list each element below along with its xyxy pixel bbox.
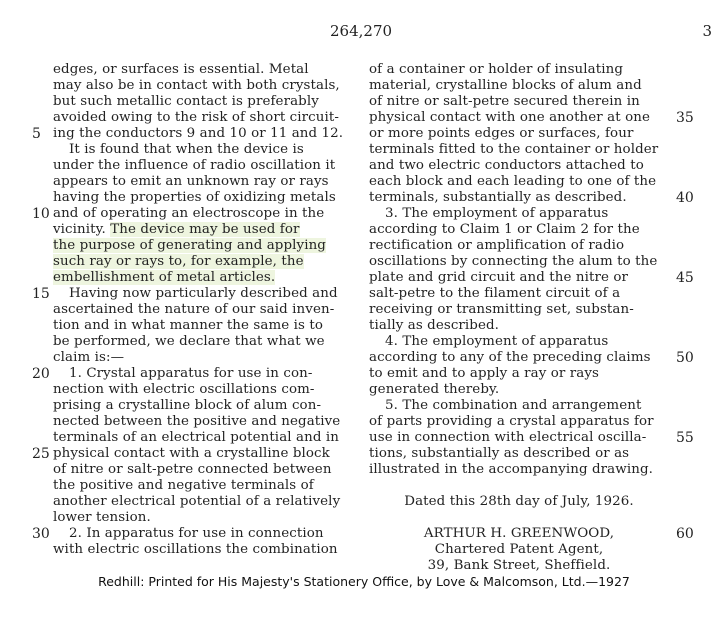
text-line: under the influence of radio oscillation it bbox=[53, 158, 336, 173]
text-line: illustrated in the accompanying drawing. bbox=[369, 462, 653, 477]
text-line: may also be in contact with both crystals, bbox=[53, 78, 340, 93]
text-line: edges, or surfaces is essential. Metal bbox=[53, 62, 309, 77]
text-line: oscillations by connecting the alum to the bbox=[369, 254, 658, 269]
patent-number: 264,270 bbox=[330, 22, 393, 40]
highlighted-text: the purpose of generating and applying bbox=[53, 238, 326, 253]
right-column bbox=[369, 62, 669, 574]
line-number: 40 bbox=[676, 190, 694, 206]
text-line: generated thereby. bbox=[369, 382, 500, 397]
text-line: terminals of an electrical potential and in bbox=[53, 430, 339, 445]
text-line bbox=[53, 238, 353, 254]
text-line: claim is:— bbox=[53, 350, 125, 365]
text-line: material, crystalline blocks of alum and bbox=[369, 78, 642, 93]
line-number: 60 bbox=[676, 526, 694, 542]
line-number: 5 bbox=[32, 126, 41, 142]
text-line: tially as described. bbox=[369, 318, 500, 333]
printer-footer: Redhill: Printed for His Majesty's Stationery Office, by Love & Malcomson, Ltd.—1927 bbox=[98, 574, 630, 589]
text-line bbox=[53, 270, 353, 286]
signature-address: 39, Bank Street, Sheffield. bbox=[427, 558, 611, 573]
text-line: lower tension. bbox=[53, 510, 151, 525]
text-line: the positive and negative terminals of bbox=[53, 478, 314, 493]
text-line: each block and each leading to one of the bbox=[369, 174, 657, 189]
text-line: or more points edges or surfaces, four bbox=[369, 126, 634, 141]
text-line: 1. Crystal apparatus for use in con- bbox=[69, 366, 313, 381]
text-line: nection with electric oscillations com- bbox=[53, 382, 315, 397]
spacer bbox=[369, 510, 669, 526]
spacer bbox=[369, 478, 669, 494]
text-line: appears to emit an unknown ray or rays bbox=[53, 174, 329, 189]
left-column bbox=[53, 62, 353, 558]
text-line: of nitre or salt-petre secured therein in bbox=[369, 94, 640, 109]
line-number: 50 bbox=[676, 350, 694, 366]
line-number: 55 bbox=[676, 430, 694, 446]
line-number: 25 bbox=[32, 446, 50, 462]
text-line: rectification or amplification of radio bbox=[369, 238, 625, 253]
text-line: be performed, we declare that what we bbox=[53, 334, 325, 349]
text-line: according to Claim 1 or Claim 2 for the bbox=[369, 222, 640, 237]
text-line: tions, substantially as described or as bbox=[369, 446, 630, 461]
text-line: according to any of the preceding claims bbox=[369, 350, 651, 365]
text-line: receiving or transmitting set, substan- bbox=[369, 302, 634, 317]
text-line: but such metallic contact is preferably bbox=[53, 94, 319, 109]
text-line: ascertained the nature of our said inven- bbox=[53, 302, 335, 317]
text-line: 4. The employment of apparatus bbox=[385, 334, 609, 349]
text-line bbox=[53, 254, 353, 270]
page-number: 3 bbox=[702, 22, 712, 40]
text-line: having the properties of oxidizing metals bbox=[53, 190, 336, 205]
text-line: physical contact with a crystalline block bbox=[53, 446, 330, 461]
dated-line: Dated this 28th day of July, 1926. bbox=[404, 494, 634, 509]
text-line: with electric oscillations the combination bbox=[53, 542, 338, 557]
signature-name: ARTHUR H. GREENWOOD, bbox=[423, 526, 615, 541]
text-line: another electrical potential of a relatively bbox=[53, 494, 341, 509]
text-line: salt-petre to the filament circuit of a bbox=[369, 286, 621, 301]
text-line: physical contact with one another at one bbox=[369, 110, 650, 125]
highlighted-text: The device may be used for bbox=[110, 222, 300, 237]
text-line: plate and grid circuit and the nitre or bbox=[369, 270, 629, 285]
line-number: 10 bbox=[32, 206, 50, 222]
highlighted-text: embellishment of metal articles. bbox=[53, 270, 276, 285]
line-number: 35 bbox=[676, 110, 694, 126]
highlighted-text: such ray or rays to, for example, the bbox=[53, 254, 304, 269]
text-line: Having now particularly described and bbox=[69, 286, 338, 301]
text-line: terminals, substantially as described. bbox=[369, 190, 627, 205]
text-line: vicinity. The device may be used for bbox=[53, 222, 300, 237]
line-number: 20 bbox=[32, 366, 50, 382]
text-line: tion and in what manner the same is to bbox=[53, 318, 323, 333]
text-line: to emit and to apply a ray or rays bbox=[369, 366, 599, 381]
text-line: 3. The employment of apparatus bbox=[385, 206, 609, 221]
text-line: prising a crystalline block of alum con- bbox=[53, 398, 322, 413]
text-line: 2. In apparatus for use in connection bbox=[69, 526, 324, 541]
text-line: terminals fitted to the container or holder bbox=[369, 142, 659, 157]
text-line: ing the conductors 9 and 10 or 11 and 12. bbox=[53, 126, 344, 141]
line-number: 15 bbox=[32, 286, 50, 302]
text-line: avoided owing to the risk of short circuit- bbox=[53, 110, 339, 125]
text-line: use in connection with electrical oscilla- bbox=[369, 430, 647, 445]
text-line: 5. The combination and arrangement bbox=[385, 398, 642, 413]
line-number: 45 bbox=[676, 270, 694, 286]
text-line: It is found that when the device is bbox=[69, 142, 304, 157]
text-line: and two electric conductors attached to bbox=[369, 158, 644, 173]
text-line: nected between the positive and negative bbox=[53, 414, 341, 429]
line-number: 30 bbox=[32, 526, 50, 542]
text-line: of parts providing a crystal apparatus for bbox=[369, 414, 654, 429]
signature-title: Chartered Patent Agent, bbox=[434, 542, 604, 557]
text-line: of a container or holder of insulating bbox=[369, 62, 623, 77]
text-line: of nitre or salt-petre connected between bbox=[53, 462, 332, 477]
text-line: and of operating an electroscope in the bbox=[53, 206, 325, 221]
